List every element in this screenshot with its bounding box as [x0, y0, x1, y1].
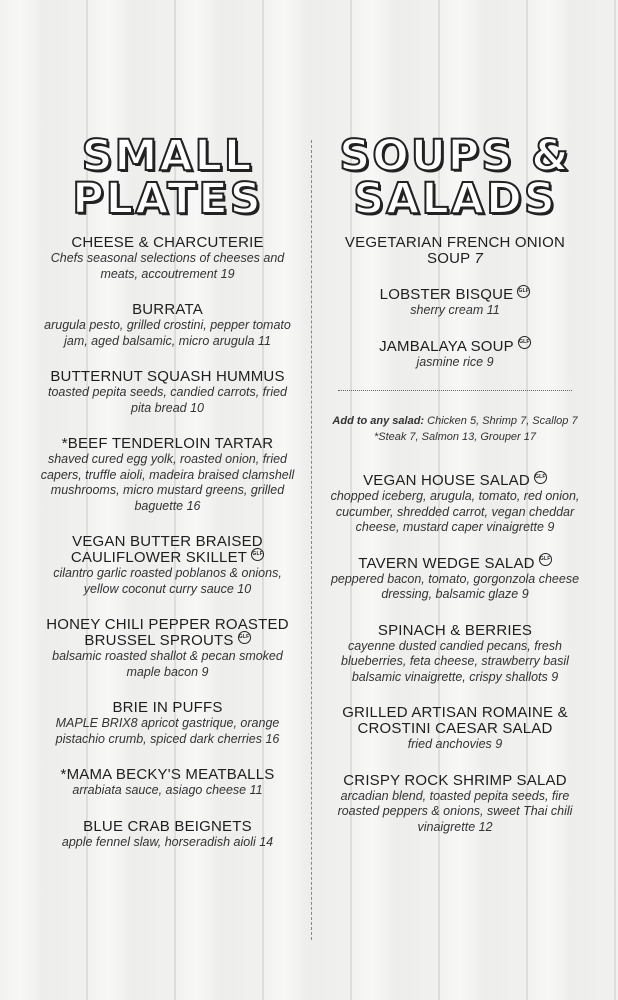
menu-item-description: arugula pesto, grilled crostini, pepper tomato jam, aged balsamic, micro arugula 11 [44, 318, 291, 348]
menu-item-description: shaved cured egg yolk, roasted onion, fried capers, truffle aioli, madeira braised clamshell mushrooms, micro mustard greens, grilled baguette 16 [40, 452, 295, 513]
menu-item-description: cilantro garlic roasted poblanos & onions, yellow coconut curry sauce 10 [53, 566, 282, 596]
small-plates-column [40, 131, 295, 870]
menu-item-description: Chefs seasonal selections of cheeses and meats, accoutrement 19 [50, 251, 285, 281]
menu-item [40, 302, 295, 349]
menu-item-title: CRISPY ROCK SHRIMP SALAD [343, 771, 567, 789]
menu-item-title: JAMBALAYA SOUP [379, 337, 514, 355]
menu-item-title: TAVERN WEDGE SALAD [358, 554, 535, 572]
menu-item-description: apple fennel slaw, horseradish aioli 14 [61, 834, 274, 849]
menu-item-title: BURRATA [132, 301, 203, 318]
menu-item-description: arrabiata sauce, asiago cheese 11 [72, 783, 263, 797]
addon-lead: Add to any salad: [332, 415, 425, 427]
menu-item-description: arcadian blend, toasted pepita seeds, fire roasted peppers & onions, sweet Thai chili vinaigrette 12 [337, 788, 573, 834]
menu-item-name [330, 339, 580, 355]
menu-item [40, 369, 295, 416]
menu-item-title: BLUE CRAB BEIGNETS [83, 817, 252, 835]
menu-item-name [40, 369, 295, 385]
menu-item-title: *BEEF TENDERLOIN TARTAR [61, 435, 274, 452]
gluten-free-badge-icon: GLF [534, 471, 547, 484]
salads-list [330, 473, 580, 835]
gluten-free-badge-icon: GLF [517, 285, 530, 298]
menu-item [330, 556, 580, 603]
heading-line: SOUPS & [339, 131, 571, 181]
gluten-free-badge-icon: GLF [518, 336, 531, 349]
soups-salads-heading [330, 131, 580, 224]
small-plates-heading [40, 131, 295, 224]
menu-item-title: VEGAN BUTTER BRAISED CAULIFLOWER SKILLET [70, 533, 263, 566]
menu-item-title: VEGAN HOUSE SALAD [363, 472, 530, 489]
menu-item [330, 773, 580, 836]
column-divider [311, 140, 312, 940]
menu-item-title: BRIE IN PUFFS [112, 699, 223, 716]
gluten-free-badge-icon: GLF [238, 631, 251, 644]
menu-item-name [40, 767, 295, 783]
heading-line: PLATES [72, 174, 263, 224]
gluten-free-badge-icon: GLF [251, 548, 264, 561]
menu-item-price: 7 [474, 250, 483, 267]
menu-item [330, 235, 580, 267]
menu-item [40, 767, 295, 799]
menu-item-name [330, 473, 580, 489]
menu-item-description: peppered bacon, tomato, gorgonzola cheese dressing, balsamic glaze 9 [330, 571, 580, 601]
menu-item-name [40, 700, 295, 716]
menu-item-name [40, 819, 295, 835]
menu-item [40, 534, 295, 597]
soups-list [330, 235, 580, 370]
menu-item-title: HONEY CHILI PEPPER ROASTED BRUSSEL SPROUTS [46, 616, 289, 649]
small-plates-list [40, 235, 295, 850]
menu-item-title: VEGETARIAN FRENCH ONION SOUP [344, 234, 566, 267]
menu-item [40, 819, 295, 851]
menu-item-description: jasmine rice 9 [416, 354, 494, 369]
menu-item [330, 339, 580, 371]
menu-item-description: chopped iceberg, arugula, tomato, red onion, cucumber, shredded carrot, vegan cheddar cheese, mustard caper vinaigrette 9 [330, 489, 580, 534]
menu-item-name [330, 773, 580, 789]
menu-item-title: CHEESE & CHARCUTERIE [71, 234, 264, 251]
soups-salads-column [330, 131, 580, 855]
menu-item [330, 287, 580, 319]
gluten-free-badge-icon: GLF [539, 553, 552, 566]
menu-item-name [330, 235, 580, 267]
menu-item [330, 623, 580, 686]
menu-item [40, 617, 295, 680]
salad-addons [330, 413, 580, 445]
menu-item-name [40, 534, 295, 566]
menu-item-name [330, 556, 580, 572]
menu-item-name [330, 623, 580, 639]
menu-item-name [40, 436, 295, 452]
menu-item-title: *MAMA BECKY'S MEATBALLS [60, 766, 275, 783]
menu-item-description: sherry cream 11 [410, 303, 500, 317]
menu-item [40, 436, 295, 514]
menu-item [40, 700, 295, 747]
heading-line: SALADS [353, 174, 557, 224]
menu-item-name [40, 617, 295, 649]
menu-item-title: GRILLED ARTISAN ROMAINE & CROSTINI CAESAR SALAD [342, 704, 568, 737]
menu-item-description: balsamic roasted shallot & pecan smoked maple bacon 9 [52, 649, 283, 679]
menu-item-description: toasted pepita seeds, candied carrots, fried pita bread 10 [47, 385, 288, 415]
menu-item [330, 473, 580, 536]
menu-item [330, 705, 580, 753]
menu-item-name [330, 705, 580, 737]
menu-item-description: MAPLE BRIX8 apricot gastrique, orange pistachio crumb, spiced dark cherries 16 [55, 716, 280, 746]
menu-item-description: fried anchovies 9 [407, 737, 503, 751]
addon-options: Chicken 5, Shrimp 7, Scallop 7 *Steak 7, Salmon 13, Grouper 17 [373, 415, 578, 443]
menu-item-name [40, 302, 295, 318]
section-divider [338, 390, 572, 391]
menu-item-name [40, 235, 295, 251]
menu-item [40, 235, 295, 282]
menu-item-description: cayenne dusted candied pecans, fresh blueberries, feta cheese, strawberry basil balsamic vinaigrette, crispy shallots 9 [341, 638, 569, 684]
heading-line: SMALL [81, 131, 254, 181]
menu-item-title: BUTTERNUT SQUASH HUMMUS [50, 368, 285, 385]
menu-item-title: LOBSTER BISQUE [379, 286, 514, 303]
menu-item-name [330, 287, 580, 303]
menu-item-title: SPINACH & BERRIES [377, 621, 533, 639]
